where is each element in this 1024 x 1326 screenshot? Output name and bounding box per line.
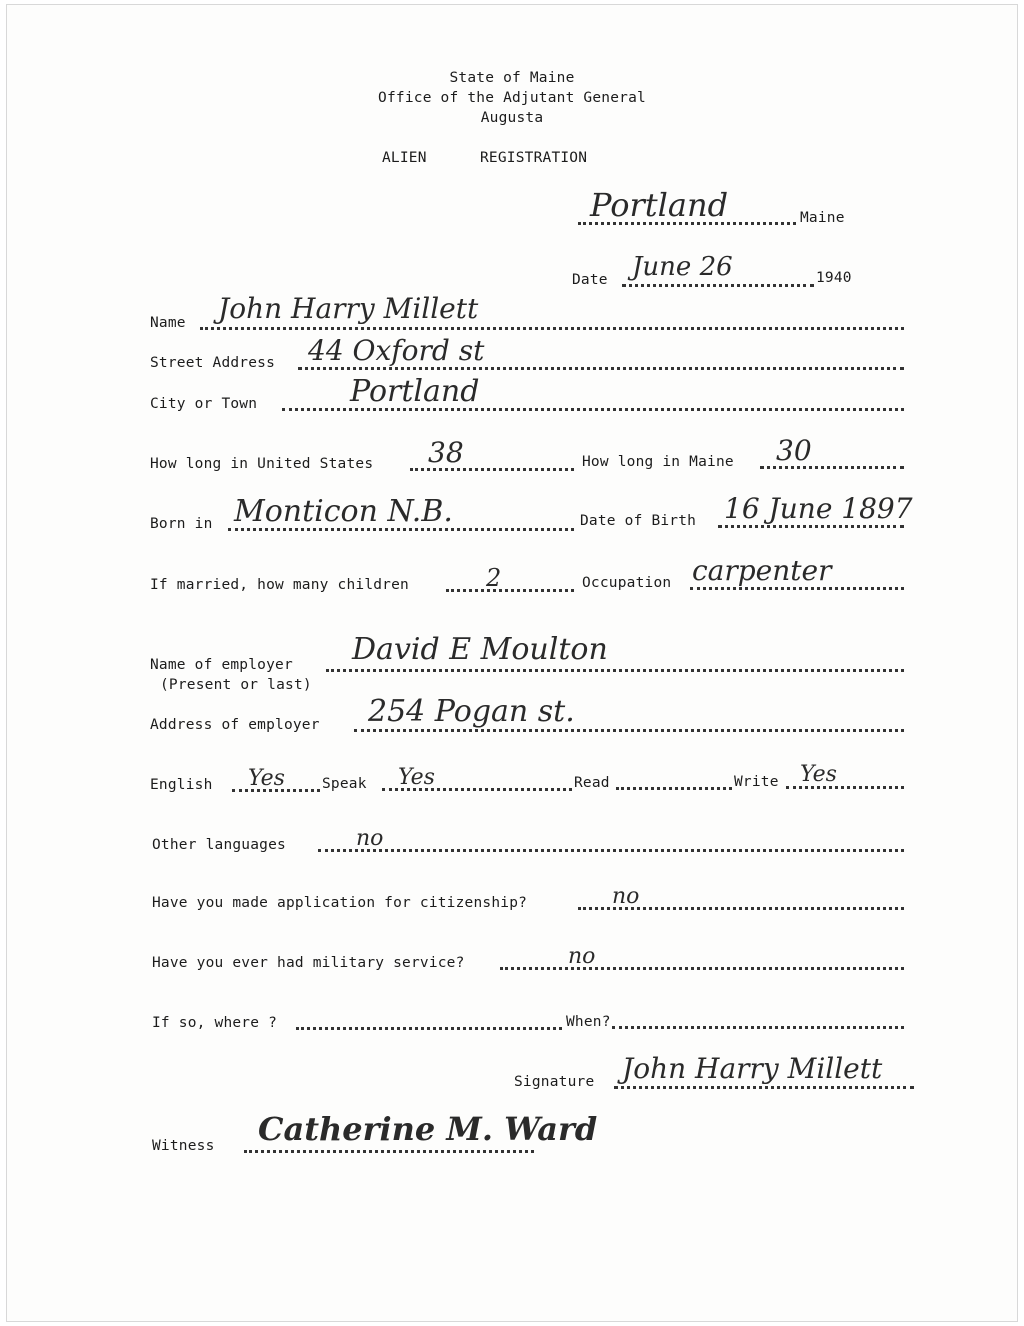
occupation-value: carpenter bbox=[692, 554, 832, 587]
witness-label: Witness bbox=[152, 1138, 215, 1154]
where-label: If so, where ? bbox=[152, 1015, 278, 1031]
employer-dots bbox=[326, 669, 904, 672]
children-label: If married, how many children bbox=[150, 577, 409, 593]
signature-dots bbox=[614, 1086, 914, 1089]
children-value: 2 bbox=[486, 564, 502, 592]
military-dots bbox=[500, 967, 904, 970]
citizenship-label: Have you made application for citizenship? bbox=[152, 895, 528, 911]
witness-dots bbox=[244, 1150, 534, 1153]
employer-label: Name of employer bbox=[150, 657, 293, 673]
name-value: John Harry Millett bbox=[218, 292, 479, 325]
title-registration: REGISTRATION bbox=[480, 150, 588, 166]
place-value: Portland bbox=[590, 186, 729, 224]
name-label: Name bbox=[150, 315, 186, 331]
date-label: Date bbox=[572, 272, 608, 288]
occupation-dots bbox=[690, 587, 904, 590]
read-dots bbox=[616, 787, 732, 790]
street-dots bbox=[298, 367, 904, 370]
born-in-value: Monticon N.B. bbox=[234, 494, 453, 529]
write-value: Yes bbox=[800, 762, 837, 787]
how-long-maine-value: 30 bbox=[776, 434, 812, 467]
speak-value: Yes bbox=[398, 765, 435, 790]
children-dots bbox=[446, 589, 574, 592]
english-value: Yes bbox=[248, 766, 285, 791]
how-long-maine-label: How long in Maine bbox=[582, 454, 734, 470]
street-value: 44 Oxford st bbox=[308, 334, 485, 367]
employer-address-value: 254 Pogan st. bbox=[368, 694, 575, 729]
other-languages-value: no bbox=[356, 826, 384, 851]
when-dots bbox=[612, 1026, 904, 1029]
city-label: City or Town bbox=[150, 396, 258, 412]
header-office: Office of the Adjutant General bbox=[378, 90, 646, 106]
read-label: Read bbox=[574, 775, 610, 791]
title-alien: ALIEN bbox=[382, 150, 427, 166]
other-languages-dots bbox=[318, 849, 904, 852]
citizenship-value: no bbox=[612, 884, 640, 909]
header-city: Augusta bbox=[480, 110, 544, 126]
employer-address-dots bbox=[354, 729, 904, 732]
speak-label: Speak bbox=[322, 776, 367, 792]
write-label: Write bbox=[734, 774, 779, 790]
date-year: 1940 bbox=[816, 270, 852, 286]
military-label: Have you ever had military service? bbox=[152, 955, 465, 971]
other-languages-label: Other languages bbox=[152, 837, 286, 853]
military-value: no bbox=[568, 944, 596, 969]
occupation-label: Occupation bbox=[582, 575, 672, 591]
witness-value: Catherine M. Ward bbox=[258, 1110, 598, 1148]
how-long-us-label: How long in United States bbox=[150, 456, 374, 472]
signature-label: Signature bbox=[514, 1074, 595, 1090]
street-label: Street Address bbox=[150, 355, 276, 371]
name-dots bbox=[200, 327, 904, 330]
dob-dots bbox=[718, 525, 904, 528]
english-label: English bbox=[150, 777, 213, 793]
employer-address-label: Address of employer bbox=[150, 717, 320, 733]
employer-value: David E Moulton bbox=[352, 632, 608, 667]
dob-label: Date of Birth bbox=[580, 513, 697, 529]
city-value: Portland bbox=[350, 374, 480, 409]
signature-value: John Harry Millett bbox=[622, 1052, 883, 1085]
where-dots bbox=[296, 1027, 562, 1030]
born-in-label: Born in bbox=[150, 516, 213, 532]
employer-sublabel: (Present or last) bbox=[160, 677, 312, 693]
place-suffix: Maine bbox=[800, 210, 845, 226]
header-state: State of Maine bbox=[449, 70, 575, 86]
date-value: June 26 bbox=[632, 252, 733, 282]
date-dots bbox=[622, 284, 814, 287]
how-long-us-value: 38 bbox=[428, 436, 464, 469]
dob-value: 16 June 1897 bbox=[724, 492, 913, 525]
when-label: When? bbox=[566, 1014, 611, 1030]
